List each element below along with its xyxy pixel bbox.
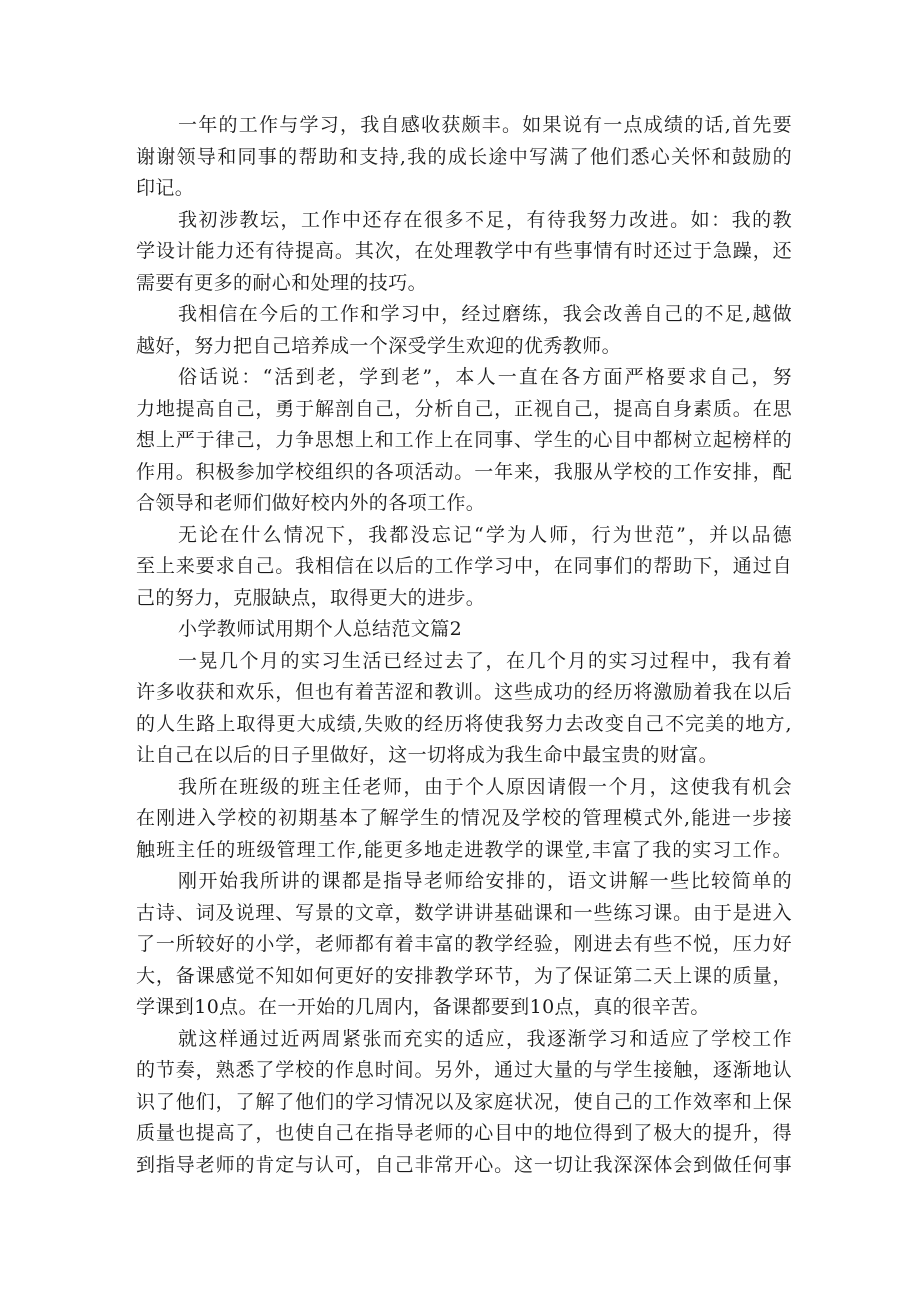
text-line: 己的努力，克服缺点，取得更大的进步。 bbox=[136, 586, 486, 609]
text-line: 触班主任的班级管理工作,能更多地走进教学的课堂,丰富了我的实习工作。 bbox=[136, 838, 792, 861]
text-line: 学设计能力还有待提高。其次，在处理教学中有些事情有时还过于急躁，还 bbox=[136, 240, 792, 262]
document-page bbox=[136, 110, 792, 1181]
section-heading bbox=[136, 614, 792, 646]
paragraph-2 bbox=[136, 205, 792, 300]
text-line: 在刚进入学校的初期基本了解学生的情况及学校的管理模式外,能进一步接 bbox=[136, 807, 792, 829]
paragraph-8 bbox=[136, 866, 792, 1024]
text-line: 想上严于律己，力争思想上和工作上在同事、学生的心目中都树立起榜样的 bbox=[136, 429, 792, 451]
text-line: 许多收获和欢乐，但也有着苦涩和教训。这些成功的经历将激励着我在以后 bbox=[136, 681, 792, 703]
text-line: 大，备课感觉不知如何更好的安排教学环节，为了保证第二天上课的质量， bbox=[136, 964, 792, 987]
paragraph-6 bbox=[136, 646, 792, 772]
text-line: 让自己在以后的日子里做好，这一切将成为我生命中最宝贵的财富。 bbox=[136, 744, 719, 766]
text-line: 就这样通过近两周紧张而充实的适应，我逐渐学习和适应了学校工作 bbox=[178, 1027, 792, 1050]
text-line: 质量也提高了，也使自己在指导老师的心目中的地位得到了极大的提升，得 bbox=[136, 1122, 792, 1144]
text-line: 古诗、词及说理、写景的文章，数学讲讲基础课和一些练习课。由于是进入 bbox=[136, 901, 792, 924]
text-line: 印记。 bbox=[136, 177, 195, 199]
text-line: 一年的工作与学习，我自感收获颇丰。如果说有一点成绩的话,首先要 bbox=[178, 114, 792, 136]
text-line: 识了他们，了解了他们的学习情况以及家庭状况，使自己的工作效率和上保 bbox=[136, 1090, 792, 1113]
paragraph-4 bbox=[136, 362, 792, 520]
text-line: 的人生路上取得更大成绩,失败的经历将使我努力去改变自己不完美的地方, bbox=[136, 712, 792, 735]
text-line: 越好，努力把自己培养成一个深受学生欢迎的优秀教师。 bbox=[136, 334, 622, 357]
paragraph-9 bbox=[136, 1024, 792, 1182]
paragraph-1 bbox=[136, 110, 792, 205]
text-line: 的节奏，熟悉了学校的作息时间。另外，通过大量的与学生接触，逐渐地认 bbox=[136, 1059, 792, 1081]
paragraph-5 bbox=[136, 520, 792, 615]
text-line: 一晃几个月的实习生活已经过去了，在几个月的实习过程中，我有着 bbox=[178, 649, 792, 672]
text-line: 至上来要求自己。我相信在以后的工作学习中，在同事们的帮助下，通过自 bbox=[136, 555, 792, 577]
paragraph-3 bbox=[136, 299, 792, 362]
paragraph-7 bbox=[136, 772, 792, 867]
text-line: 刚开始我所讲的课都是指导老师给安排的，语文讲解一些比较简单的 bbox=[178, 870, 792, 892]
text-line: 无论在什么情况下，我都没忘记“学为人师，行为世范”，并以品德 bbox=[178, 523, 792, 546]
section-title: 小学教师试用期个人总结范文篇2 bbox=[178, 618, 463, 640]
text-line: 俗话说：“活到老，学到老”，本人一直在各方面严格要求自己，努 bbox=[178, 366, 792, 388]
text-line: 作用。积极参加学校组织的各项活动。一年来，我服从学校的工作安排，配 bbox=[136, 460, 792, 483]
text-line: 合领导和老师们做好校内外的各项工作。 bbox=[136, 492, 486, 514]
text-line: 到指导老师的肯定与认可，自己非常开心。这一切让我深深体会到做任何事 bbox=[136, 1153, 792, 1176]
text-line: 需要有更多的耐心和处理的技巧。 bbox=[136, 271, 428, 294]
text-line: 了一所较好的小学，老师都有着丰富的教学经验，刚进去有些不悦，压力好 bbox=[136, 933, 792, 955]
text-line: 学课到10点。在一开始的几周内，备课都要到10点，真的很辛苦。 bbox=[136, 996, 710, 1018]
text-line: 力地提高自己，勇于解剖自己，分析自己，正视自己，提高自身素质。在思 bbox=[136, 397, 792, 420]
text-line: 我初涉教坛，工作中还存在很多不足，有待我努力改进。如：我的教 bbox=[178, 208, 792, 231]
text-line: 我所在班级的班主任老师，由于个人原因请假一个月，这使我有机会 bbox=[178, 775, 792, 798]
text-line: 谢谢领导和同事的帮助和支持,我的成长途中写满了他们悉心关怀和鼓励的 bbox=[136, 145, 792, 168]
text-line: 我相信在今后的工作和学习中，经过磨练，我会改善自己的不足,越做 bbox=[178, 303, 792, 325]
